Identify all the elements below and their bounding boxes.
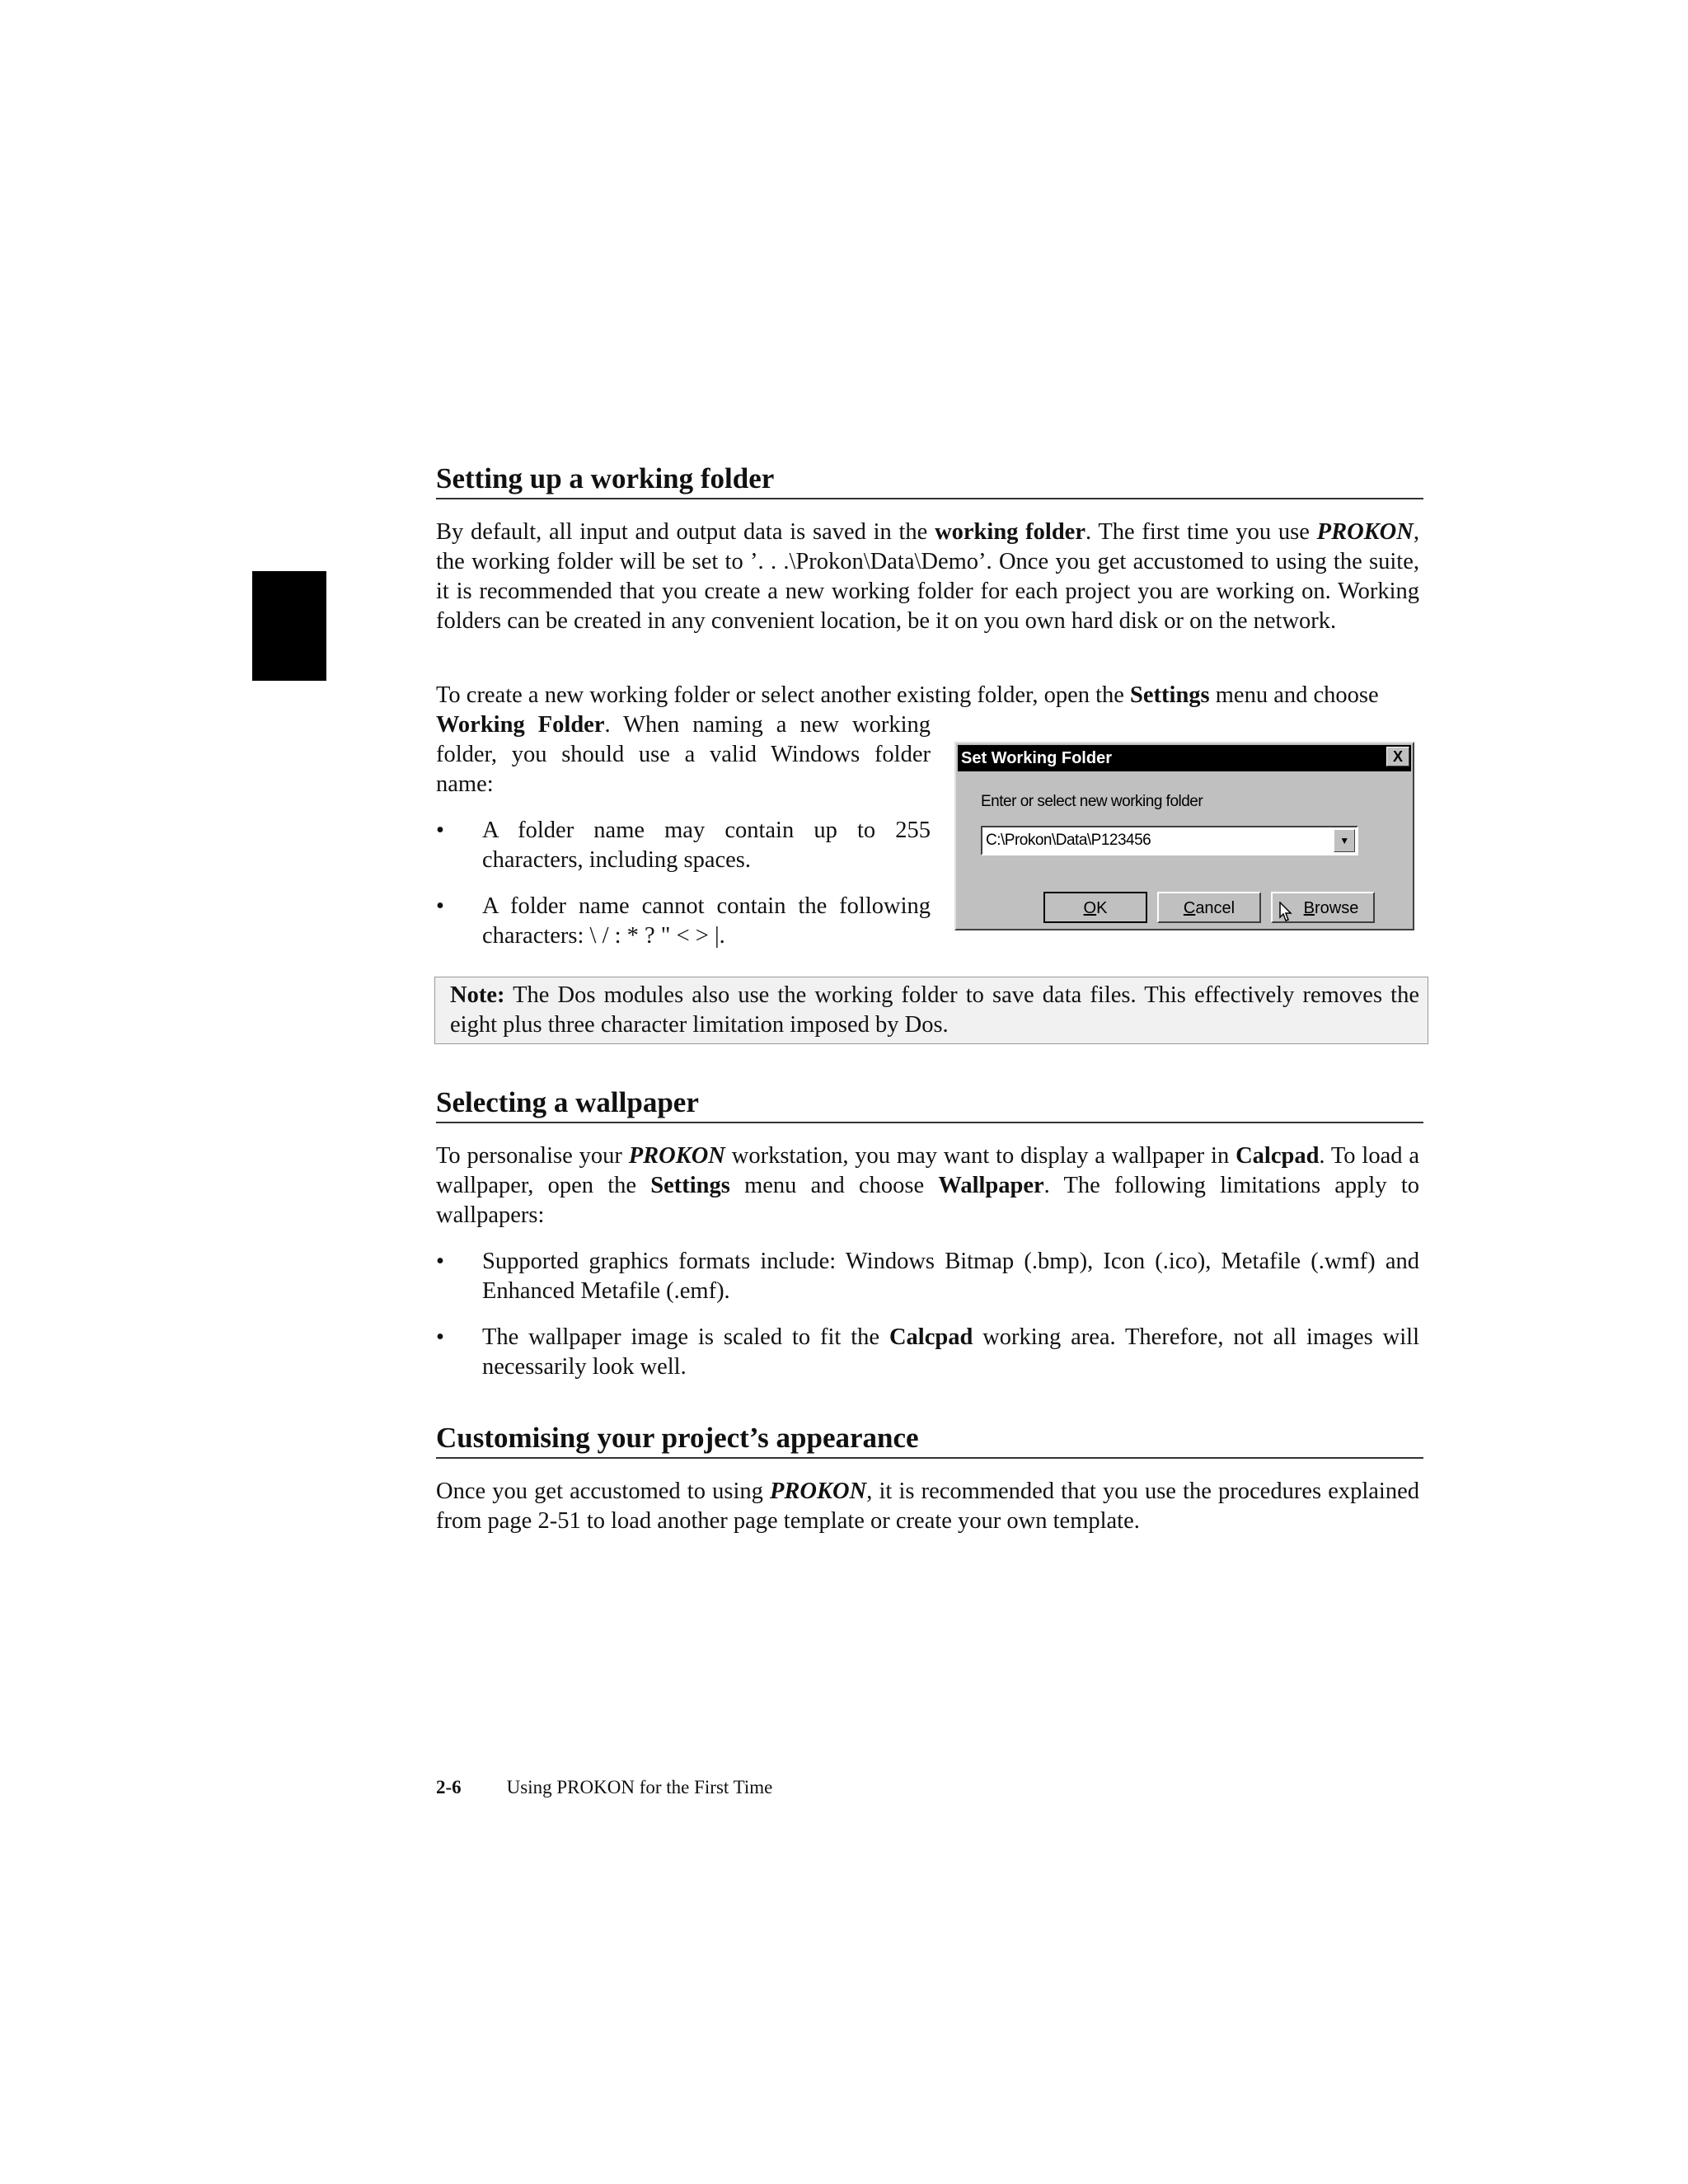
folder-combobox[interactable]: C:\Prokon\Data\P123456 ▼ (981, 826, 1358, 855)
paragraph-create-folder: To create a new working folder or select another existing folder, open the Settings menu and choose (436, 682, 1379, 708)
bullet-item: • Supported graphics formats include: Windows Bitmap (.bmp), Icon (.ico), Metafile (.wmf) and Enhanced Metafile (.emf). (436, 1249, 1419, 1304)
dropdown-arrow-icon[interactable]: ▼ (1334, 829, 1355, 852)
bullet-item: • A folder name may contain up to 255 characters, including spaces. (436, 818, 931, 873)
chapter-tab-marker (252, 571, 326, 681)
mouse-cursor-icon (1279, 902, 1292, 923)
paragraph-customising: Once you get accustomed to using PROKON, it is recommended that you use the procedures explained from page 2-51 to load another page template or create your own template. (436, 1479, 1419, 1534)
heading-working-folder: Setting up a working folder (436, 462, 1423, 499)
browse-button[interactable]: Browse (1271, 892, 1375, 923)
folder-label: Enter or select new working folder (981, 793, 1203, 810)
heading-customising: Customising your project’s appearance (436, 1421, 1423, 1459)
heading-wallpaper: Selecting a wallpaper (436, 1085, 1423, 1123)
chapter-title: Using PROKON for the First Time (506, 1777, 773, 1797)
set-working-folder-dialog (954, 742, 1414, 930)
dialog-title-bar: Set Working Folder (958, 745, 1411, 771)
page-number: 2-6 (436, 1777, 462, 1797)
note-box: Note: The Dos modules also use the working folder to save data files. This effectively removes the eight plus three character limitation imposed by Dos. (434, 977, 1428, 1044)
paragraph-wallpaper: To personalise your PROKON workstation, you may want to display a wallpaper in Calcpad. To load a wallpaper, open the Settings menu and choose Wallpaper. The following limitations apply to wallpapers: • Supported graphics formats include: Windows Bitmap (.bmp), Icon (.ico), Metafile (.wmf) and Enhanced Metafile (.emf). • The wallpaper image is scaled to fit the Calcpad working area. Therefore, not all images will necessarily look well. (436, 1141, 1419, 1399)
bullet-item: • A folder name cannot contain the following characters: \ / : * ? " < > |. (436, 893, 931, 949)
ok-button[interactable]: OK (1043, 892, 1147, 923)
bullet-item: • The wallpaper image is scaled to fit the Calcpad working area. Therefore, not all images will necessarily look well. (436, 1324, 1419, 1380)
cancel-button[interactable]: Cancel (1157, 892, 1261, 923)
paragraph-working-folder-intro: By default, all input and output data is saved in the working folder. The first time you use PROKON, the working folder will be set to ’. . .\Prokon\Data\Demo’. Once you get accustomed to using the suite, it is recommended that you create a new working folder for each project you are working on. Working folders can be created in any convenient location, be it on you own hard disk or on the network. (436, 519, 1419, 634)
close-icon[interactable]: X (1386, 747, 1409, 766)
page-footer (436, 1777, 772, 1798)
paragraph-create-folder-cont: Working Folder. When naming a new working folder, you should use a valid Windows folder name: • A folder name may contain up to 255 characters, including spaces. • A folder name cannot contain the following characters: \ / : * ? " < > |. (436, 710, 931, 968)
